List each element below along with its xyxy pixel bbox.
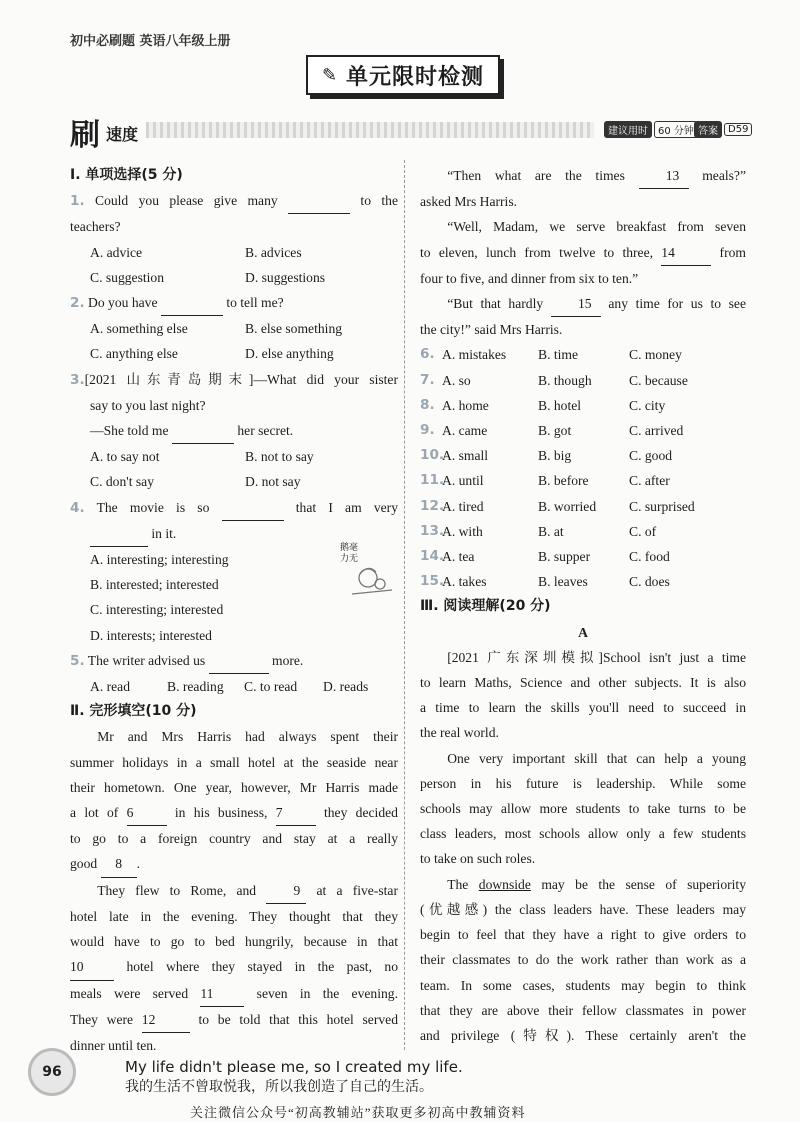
question-2: [70, 290, 398, 316]
answer-tag: [694, 121, 752, 137]
part-label: A: [578, 624, 588, 640]
option[interactable]: A. mistakes: [442, 347, 507, 363]
passage-line: [420, 872, 746, 897]
q1-number: 1.: [70, 193, 85, 210]
q3-text: [2021 山东青岛期末]—What did your sister: [84, 371, 398, 387]
section-title: Ⅱ. 完形填空(10 分): [70, 703, 197, 720]
blank-10[interactable]: 10: [70, 954, 114, 980]
passage-line: class leaders, most schools allow only a few students: [420, 826, 746, 842]
doodle: [338, 540, 402, 600]
q3-text-c: —She told me: [90, 423, 169, 439]
q3-number: 3.: [70, 371, 85, 388]
option[interactable]: A. with: [442, 523, 483, 539]
option[interactable]: D. interests; interested: [90, 627, 212, 643]
blank-7[interactable]: 7: [276, 800, 316, 826]
passage-line: four to five, and dinner from six to ten.”: [420, 270, 639, 286]
q3-text-d: her secret.: [237, 423, 294, 439]
passage-line: One very important skill that can help a young: [447, 750, 746, 766]
left-column: [70, 163, 398, 1058]
option[interactable]: A. read: [90, 679, 131, 695]
answer-value: D59: [724, 123, 752, 136]
passage-line: [70, 800, 398, 826]
text: in his business,: [174, 805, 268, 821]
q1-blank[interactable]: [288, 188, 350, 214]
passage-line: Mr and Mrs Harris had always spent their: [97, 729, 398, 745]
time-tag: [604, 121, 698, 137]
q3-options: [70, 469, 398, 494]
right-column: [420, 163, 746, 1048]
passage-line: person in his future is leadership. While some: [420, 775, 746, 791]
choice-number: 10.: [420, 447, 445, 464]
passage-line: their hometown. One year, however, Mr Harris made: [70, 779, 398, 795]
passage-line: [420, 291, 746, 317]
q1-options: [70, 265, 398, 290]
option[interactable]: A. interesting; interesting: [90, 552, 229, 568]
q5-number: 5.: [70, 652, 85, 669]
text: seven in the evening.: [256, 985, 398, 1001]
option[interactable]: B. else something: [245, 321, 343, 337]
option[interactable]: B. time: [538, 347, 579, 363]
q2-options: [70, 316, 398, 341]
q2-number: 2.: [70, 295, 85, 312]
choice-row: [420, 393, 746, 418]
blank-9[interactable]: 9: [266, 878, 306, 904]
option[interactable]: A. something else: [90, 321, 188, 337]
choice-number: 11.: [420, 472, 445, 489]
option[interactable]: D. suggestions: [245, 269, 326, 285]
option[interactable]: C. of: [629, 523, 657, 539]
choice-row: [420, 368, 746, 393]
q5-blank[interactable]: [209, 648, 269, 674]
passage-line: [70, 954, 398, 980]
option[interactable]: C. interesting; interested: [90, 602, 224, 618]
text: .: [136, 856, 140, 872]
text: meals?”: [702, 168, 746, 183]
decorative-band: [146, 122, 594, 138]
passage-line: [70, 1007, 398, 1033]
option[interactable]: C. anything else: [90, 346, 178, 362]
blank-15[interactable]: 15: [551, 291, 601, 317]
option[interactable]: A. small: [442, 448, 489, 464]
speed-label: 速度: [106, 125, 139, 144]
pen-icon: ✎: [321, 64, 339, 86]
q2-text: Do you have: [88, 295, 158, 311]
passage-line: dinner until ten.: [70, 1037, 157, 1053]
option[interactable]: B. reading: [167, 679, 224, 695]
option[interactable]: B. advices: [245, 244, 302, 260]
option[interactable]: C. surprised: [629, 498, 695, 514]
passage-line: [420, 163, 746, 189]
option[interactable]: A. tea: [442, 549, 475, 565]
book-title: 初中必刷题 英语八年级上册: [70, 34, 231, 49]
passage-line: [70, 981, 398, 1007]
text: they decided: [323, 805, 398, 821]
text: may be the sense of superiority: [541, 876, 746, 892]
blank-6[interactable]: 6: [127, 800, 167, 826]
option[interactable]: B. got: [538, 423, 572, 439]
q4-text-b: that I am very: [295, 499, 398, 515]
option[interactable]: C. city: [629, 397, 666, 413]
text: to eleven, lunch from twelve to three,: [420, 244, 654, 260]
option[interactable]: C. food: [629, 549, 670, 565]
passage-line: that they are above their fellow classmates in power: [420, 1002, 746, 1018]
section-title: Ⅲ. 阅读理解(20 分): [420, 598, 551, 615]
q5-text: The writer advised us: [87, 652, 206, 668]
passage-line: the real world.: [420, 725, 499, 741]
choice-row: [420, 443, 746, 468]
option[interactable]: B. worried: [538, 498, 597, 514]
choice-number: 6.: [420, 346, 435, 363]
passage-line: their classmates to do the work rather than work as a: [420, 952, 746, 968]
q4-blank-1[interactable]: [222, 495, 284, 521]
option[interactable]: A. takes: [442, 574, 487, 590]
time-value: 60 分钟: [654, 121, 698, 138]
option[interactable]: A. until: [442, 473, 484, 489]
option[interactable]: C. money: [629, 347, 682, 363]
choice-number: 14.: [420, 548, 445, 565]
passage-line: and privilege (特权). These certainly aren't the: [420, 1027, 746, 1043]
passage-line: to learn Maths, Science and other subjects. It is also: [420, 675, 746, 691]
choice-number: 12.: [420, 497, 445, 514]
option[interactable]: A. home: [442, 397, 489, 413]
choice-row: [420, 544, 746, 569]
option[interactable]: B. leaves: [538, 574, 588, 590]
text: a lot of: [70, 805, 119, 821]
q4-text: The movie is so: [96, 499, 210, 515]
option[interactable]: A. to say not: [90, 449, 160, 465]
passage-line: [2021 广东深圳模拟]School isn't just a time: [447, 649, 746, 665]
blank-14[interactable]: 14: [661, 240, 711, 266]
option[interactable]: C. arrived: [629, 423, 684, 439]
choice-row: [420, 342, 746, 367]
passage-line: a time to learn the skills you'll need to succeed in: [420, 700, 746, 716]
section-title: Ⅰ. 单项选择(5 分): [70, 167, 183, 183]
q4-text-c: in it.: [151, 525, 177, 541]
q2-text-b: to tell me?: [226, 295, 284, 311]
page-title: [306, 55, 500, 95]
choice-number: 8.: [420, 396, 435, 413]
column-divider: [404, 160, 405, 1050]
option[interactable]: B. not to say: [245, 449, 314, 465]
option[interactable]: C. suggestion: [90, 269, 165, 285]
passage-line: “Well, Madam, we serve breakfast from seven: [447, 219, 746, 235]
passage-line: would have to go to bed hungrily, because in that: [70, 934, 398, 950]
blank-11[interactable]: 11: [200, 981, 244, 1007]
choice-row: [420, 468, 746, 493]
option[interactable]: B. big: [538, 448, 572, 464]
choice-number: 7.: [420, 371, 435, 388]
passage-line: [70, 878, 398, 904]
text: to be told that this hotel served: [198, 1011, 398, 1027]
option[interactable]: B. though: [538, 372, 592, 388]
q2-options: [70, 341, 398, 366]
blank-13[interactable]: 13: [639, 163, 689, 189]
passage-line: (优越感) the class leaders have. These leaders may: [420, 901, 746, 917]
passage-line: asked Mrs Harris.: [420, 194, 518, 210]
q3-line2: say to you last night?: [90, 397, 206, 413]
passage-line: begin to feel that they have a right to give orders to: [420, 927, 746, 943]
page-number: 96: [28, 1048, 76, 1096]
option[interactable]: B. before: [538, 473, 589, 489]
option[interactable]: B. at: [538, 523, 564, 539]
option[interactable]: C. to read: [244, 679, 298, 695]
q2-blank[interactable]: [161, 290, 223, 316]
motto: My life didn't please me, so I created my life.: [125, 1058, 463, 1076]
passage-line: the city!” said Mrs Harris.: [420, 322, 563, 338]
blank-8[interactable]: 8: [101, 851, 137, 877]
passage-line: team. In some cases, students may begin to think: [420, 977, 746, 993]
choice-row: [420, 494, 746, 519]
q1-options: [70, 240, 398, 265]
option[interactable]: C. because: [629, 372, 688, 388]
choice-row: [420, 418, 746, 443]
option[interactable]: D. else anything: [245, 346, 334, 362]
passage-line: summer holidays in a small hotel at the seaside near: [70, 754, 398, 770]
option[interactable]: A. so: [442, 372, 471, 388]
cloze-choices: [420, 342, 746, 594]
option[interactable]: B. interested; interested: [90, 577, 219, 593]
q1-text-b: to the: [360, 193, 398, 209]
option[interactable]: D. reads: [323, 679, 369, 695]
blank-12[interactable]: 12: [142, 1007, 190, 1033]
q3-options: [70, 444, 398, 469]
question-5: [70, 648, 398, 674]
passage-line: hotel late in the evening. They thought that they: [70, 908, 398, 924]
option[interactable]: C. does: [629, 574, 670, 590]
footer-note: 关注微信公众号“初高教辅站”获取更多初高中教辅资料: [190, 1105, 526, 1120]
passage-line: [420, 240, 746, 266]
answer-label: 答案: [694, 121, 722, 138]
option[interactable]: A. came: [442, 423, 488, 439]
text: at a five-star: [316, 882, 398, 898]
q3-line3: [70, 418, 398, 444]
page-title-text: 单元限时检测: [346, 64, 485, 90]
text: good: [70, 856, 98, 872]
q1-line2: teachers?: [70, 219, 121, 235]
option[interactable]: A. tired: [442, 498, 484, 514]
underlined-word: downside: [478, 876, 531, 892]
choice-row: [420, 569, 746, 594]
q4-number: 4.: [70, 499, 85, 516]
doodle-text: 鹅毫力无: [340, 542, 359, 563]
option[interactable]: C. after: [629, 473, 670, 489]
text: “Then what are the times: [447, 168, 625, 183]
choice-row: [420, 519, 746, 544]
question-1: [70, 188, 398, 214]
passage-line: to take on such roles.: [420, 851, 536, 867]
q4-blank-2[interactable]: [90, 521, 148, 547]
option[interactable]: A. advice: [90, 244, 143, 260]
question-4: [70, 495, 398, 521]
text: meals were served: [70, 985, 189, 1001]
motto-chinese: 我的生活不曾取悦我，所以我创造了自己的生活。: [125, 1080, 433, 1095]
option[interactable]: C. don't say: [90, 474, 154, 490]
q1-text: Could you please give many: [95, 193, 278, 209]
passage-line: schools may allow more students to take turns to be: [420, 801, 746, 817]
text: hotel where they stayed in the past, no: [126, 959, 398, 975]
text: “But that hardly: [447, 296, 544, 312]
passage-line: to go to a foreign country and stay at a really: [70, 831, 398, 847]
option[interactable]: B. supper: [538, 549, 591, 565]
choice-number: 15.: [420, 573, 445, 590]
text: They were: [70, 1011, 134, 1027]
text: They flew to Rome, and: [97, 882, 257, 898]
text: any time for us to see: [608, 296, 746, 312]
option[interactable]: C. good: [629, 448, 673, 464]
time-label: 建议用时: [604, 121, 652, 138]
option[interactable]: D. not say: [245, 474, 301, 490]
shua-label: 刷: [70, 118, 100, 153]
passage-line: [70, 851, 398, 877]
option[interactable]: B. hotel: [538, 397, 582, 413]
q5-text-b: more.: [272, 652, 304, 668]
q3-blank[interactable]: [172, 418, 234, 444]
choice-number: 9.: [420, 422, 435, 439]
choice-number: 13.: [420, 522, 445, 539]
q5-options: [70, 674, 398, 699]
text: The: [447, 876, 469, 892]
text: from: [719, 244, 746, 260]
question-3: [70, 367, 398, 393]
